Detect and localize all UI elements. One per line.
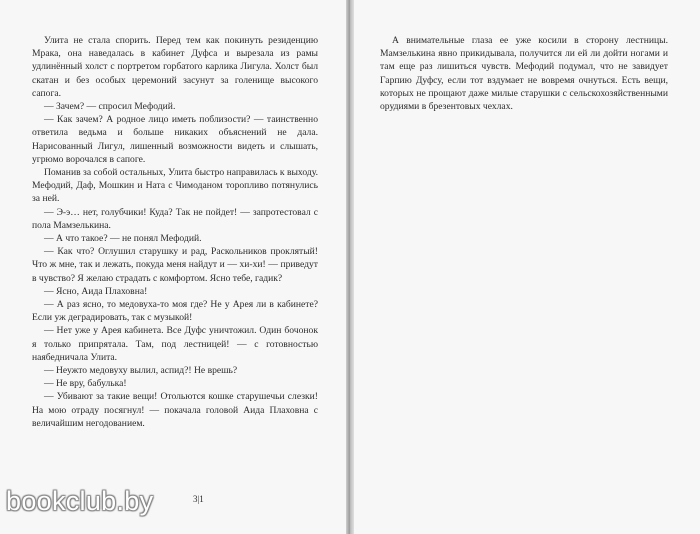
book-gutter xyxy=(346,0,354,534)
paragraph: — А раз ясно, то медовуха-то моя где? Не у Арея ли в кабинете? Если уж деградировать, так с музыкой! xyxy=(32,299,318,324)
page-number: 3|1 xyxy=(193,494,204,504)
left-page xyxy=(0,0,346,534)
left-page-text xyxy=(32,34,318,430)
paragraph: — Как что? Оглушил старушку и рад, Раскольников проклятый! Что ж мне, так и лежать, покуда меня найдут и — хи-хи! — приведут в чувство? Я желаю страдать с комфортом. Ясно тебе, гадик? xyxy=(32,246,318,284)
paragraph: Улита не стала спорить. Перед тем как покинуть резиденцию Мрака, она наведалась в кабинет Дуфса и вырезала из рамы удлинённый холст с портретом горбатого карлика Лигула. Холст был скатан и без особых церемоний засунут за голенище высокого сапога. xyxy=(32,35,318,99)
paragraph: — Зачем? — спросил Мефодий. xyxy=(44,101,176,113)
paragraph: Поманив за собой остальных, Улита быстро направилась к выходу. Мефодий, Даф, Мошкин и Ната с Чимоданом торопливо потянулись за ней. xyxy=(32,167,318,205)
paragraph: — Нет уже у Арея кабинета. Все Дуфс уничтожил. Один бочонок я только припрятала. Там, под лестницей! — с готовностью наябедничала Улита. xyxy=(32,325,318,363)
right-page xyxy=(354,0,700,534)
paragraph: — Как зачем? А родное лицо иметь поблизости? — таинственно ответила ведьма и больше никаких объяснений не дала. Нарисованный Лигул, лишенный возможности видеть и слышать, угрюмо ворочался в сапоге. xyxy=(32,114,318,165)
paragraph: — Э-э… нет, голубчики! Куда? Так не пойдет! — запротестовал с пола Мамзелькина. xyxy=(32,206,318,231)
paragraph: — А что такое? — не понял Мефодий. xyxy=(44,233,202,245)
paragraph: — Неужто медовуху вылил, аспид?! Не врешь? xyxy=(44,365,238,377)
paragraph: — Не вру, бабулька! xyxy=(44,378,127,390)
right-page-text xyxy=(380,34,668,113)
paragraph: — Убивают за такие вещи! Отольются кошке старушечьи слезки! На мою отраду посягнул! — покачала головой Аида Плаховна с величайшим негодованием. xyxy=(32,391,318,429)
site-watermark: bookclub.by xyxy=(6,486,154,516)
paragraph: — Ясно, Аида Плаховна! xyxy=(44,285,148,297)
paragraph: А внимательные глаза ее уже косили в сторону лестницы. Мамзелькина явно прикидывала, получится ли ей ли дойти ногами и там еще раз лишиться чувств. Мефодий подумал, что не завидует Гарпию Дуфсу, если тот вздумает не вовремя очнуться. Есть вещи, которых не прощают даже милые старушки с сельскохозяйственными орудиями в брезентовых чехлах. xyxy=(380,35,668,113)
